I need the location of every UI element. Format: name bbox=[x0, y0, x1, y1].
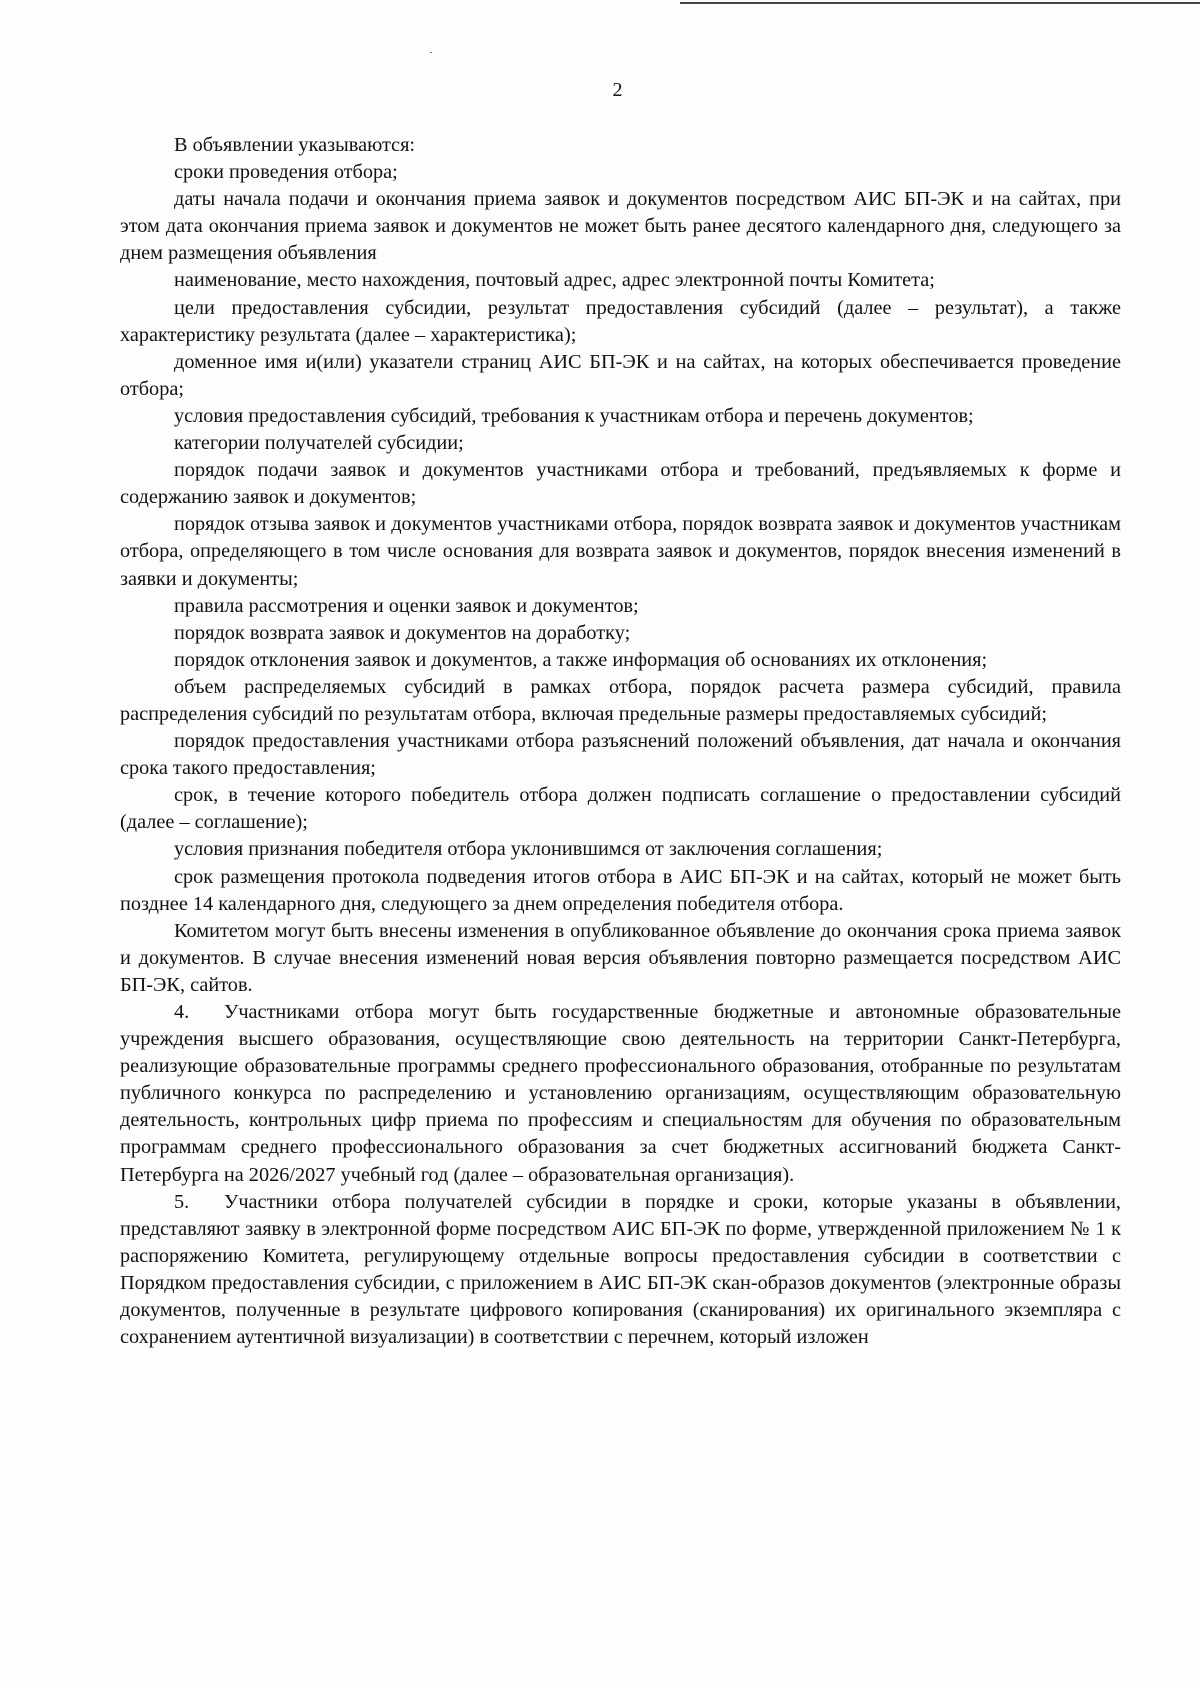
paragraph-text: условия предоставления субсидий, требования к участникам отбора и перечень документов; bbox=[174, 404, 974, 427]
paragraph bbox=[120, 457, 1121, 511]
paragraph-text: порядок предоставления участниками отбора разъяснений положений объявления, дат начала и окончания срока такого предоставления; bbox=[120, 730, 1121, 780]
paragraph bbox=[120, 511, 1121, 592]
paragraph-text: Участники отбора получателей субсидии в порядке и сроки, которые указаны в объявлении, представляют заявку в электронной форме посредством АИС БП-ЭК по форме, утвержденной приложением № 1 к распоряжению Комитета, регулирующему отдельные вопросы предоставления субсидии в соответствии с Порядком предоставления субсидии, с приложением в АИС БП-ЭК скан-образов документов (электронные образы документов, полученные в результате цифрового копирования (сканирования) их оригинального экземпляра с сохранением аутентичной визуализации) в соответствии с перечнем, который изложен bbox=[120, 1190, 1121, 1349]
numbered-paragraph bbox=[120, 999, 1121, 1189]
paragraph bbox=[120, 267, 1121, 294]
paragraph-text: В объявлении указываются: bbox=[174, 134, 416, 156]
paragraph-text: порядок возврата заявок и документов на доработку; bbox=[174, 621, 631, 644]
paragraph-text: условия признания победителя отбора уклонившимся от заключения соглашения; bbox=[174, 838, 883, 861]
paragraph-text: порядок подачи заявок и документов участниками отбора и требований, предъявляемых к форме и содержанию заявок и документов; bbox=[120, 459, 1121, 509]
paragraph-number: 4. bbox=[174, 1001, 190, 1023]
paragraph bbox=[120, 782, 1121, 836]
paragraph bbox=[120, 295, 1121, 349]
paragraph bbox=[120, 647, 1121, 674]
paragraph-text: сроки проведения отбора; bbox=[174, 161, 398, 184]
paragraph bbox=[120, 728, 1121, 782]
paragraph bbox=[120, 186, 1121, 267]
numbered-paragraph bbox=[120, 1189, 1121, 1352]
paragraph-text: наименование, место нахождения, почтовый адрес, адрес электронной почты Комитета; bbox=[174, 269, 935, 292]
paragraph-text: доменное имя и(или) указатели страниц АИС БП-ЭК и на сайтах, на которых обеспечивается проведение отбора; bbox=[120, 350, 1121, 400]
paragraph-text: Участниками отбора могут быть государственные бюджетные и автономные образовательные учреждения высшего образования, осуществляющие свою деятельность на территории Санкт-Петербурга, реализующие образовательные программы среднего профессионального образования, отобранные по результатам публичного конкурса по распределению и установлению организациям, осуществляющим образовательную деятельность, контрольных цифр приема по профессиям и специальностям для обучения по образовательным программам среднего профессионального образования за счет бюджетных ассигнований бюджета Санкт-Петербурга на 2026/2027 учебный год (далее – образовательная организация). bbox=[120, 1001, 1121, 1186]
paragraph-text: правила рассмотрения и оценки заявок и документов; bbox=[174, 594, 639, 617]
paragraph bbox=[120, 674, 1121, 728]
paragraph bbox=[120, 159, 1121, 186]
paragraph bbox=[120, 620, 1121, 647]
paragraph-text: цели предоставления субсидии, результат предоставления субсидий (далее – результат), а также характеристику результата (далее – характеристика); bbox=[120, 296, 1121, 346]
paragraph-text: срок, в течение которого победитель отбора должен подписать соглашение о предоставлении субсидий (далее – соглашение); bbox=[120, 784, 1121, 834]
paragraph-text: срок размещения протокола подведения итогов отбора в АИС БП-ЭК и на сайтах, который не может быть позднее 14 календарного дня, следующего за днем определения победителя отбора. bbox=[120, 865, 1121, 915]
document-body bbox=[120, 132, 1121, 1351]
paragraph-text: Комитетом могут быть внесены изменения в опубликованное объявление до окончания срока приема заявок и документов. В случае внесения изменений новая версия объявления повторно размещается посредством АИС БП-ЭК, сайтов. bbox=[120, 919, 1121, 996]
paragraph-text: порядок отзыва заявок и документов участниками отбора, порядок возврата заявок и документов участникам отбора, определяющего в том числе основания для возврата заявок и документов, порядок внесения изменений в заявки и документы; bbox=[120, 513, 1121, 590]
scan-artifact bbox=[430, 52, 432, 53]
paragraph-text: категории получателей субсидии; bbox=[174, 432, 464, 455]
paragraph bbox=[120, 403, 1121, 430]
paragraph bbox=[120, 836, 1121, 863]
paragraph-text: даты начала подачи и окончания приема заявок и документов посредством АИС БП-ЭК и на сайтах, при этом дата окончания приема заявок и документов не может быть ранее десятого календарного дня, следующего за днем размещения объявления bbox=[120, 188, 1121, 265]
paragraph bbox=[120, 430, 1121, 457]
paragraph bbox=[120, 918, 1121, 999]
scan-border-line bbox=[680, 2, 1200, 4]
paragraph-text: объем распределяемых субсидий в рамках отбора, порядок расчета размера субсидий, правила распределения субсидий по результатам отбора, включая предельные размеры предоставляемых субсидий; bbox=[120, 675, 1121, 725]
paragraph bbox=[120, 593, 1121, 620]
paragraph bbox=[120, 864, 1121, 918]
paragraph-number: 5. bbox=[174, 1190, 190, 1213]
page-number: 2 bbox=[612, 79, 623, 101]
paragraph bbox=[120, 132, 1121, 159]
paragraph bbox=[120, 349, 1121, 403]
paragraph-text: порядок отклонения заявок и документов, а также информация об основаниях их отклонения; bbox=[174, 648, 988, 671]
